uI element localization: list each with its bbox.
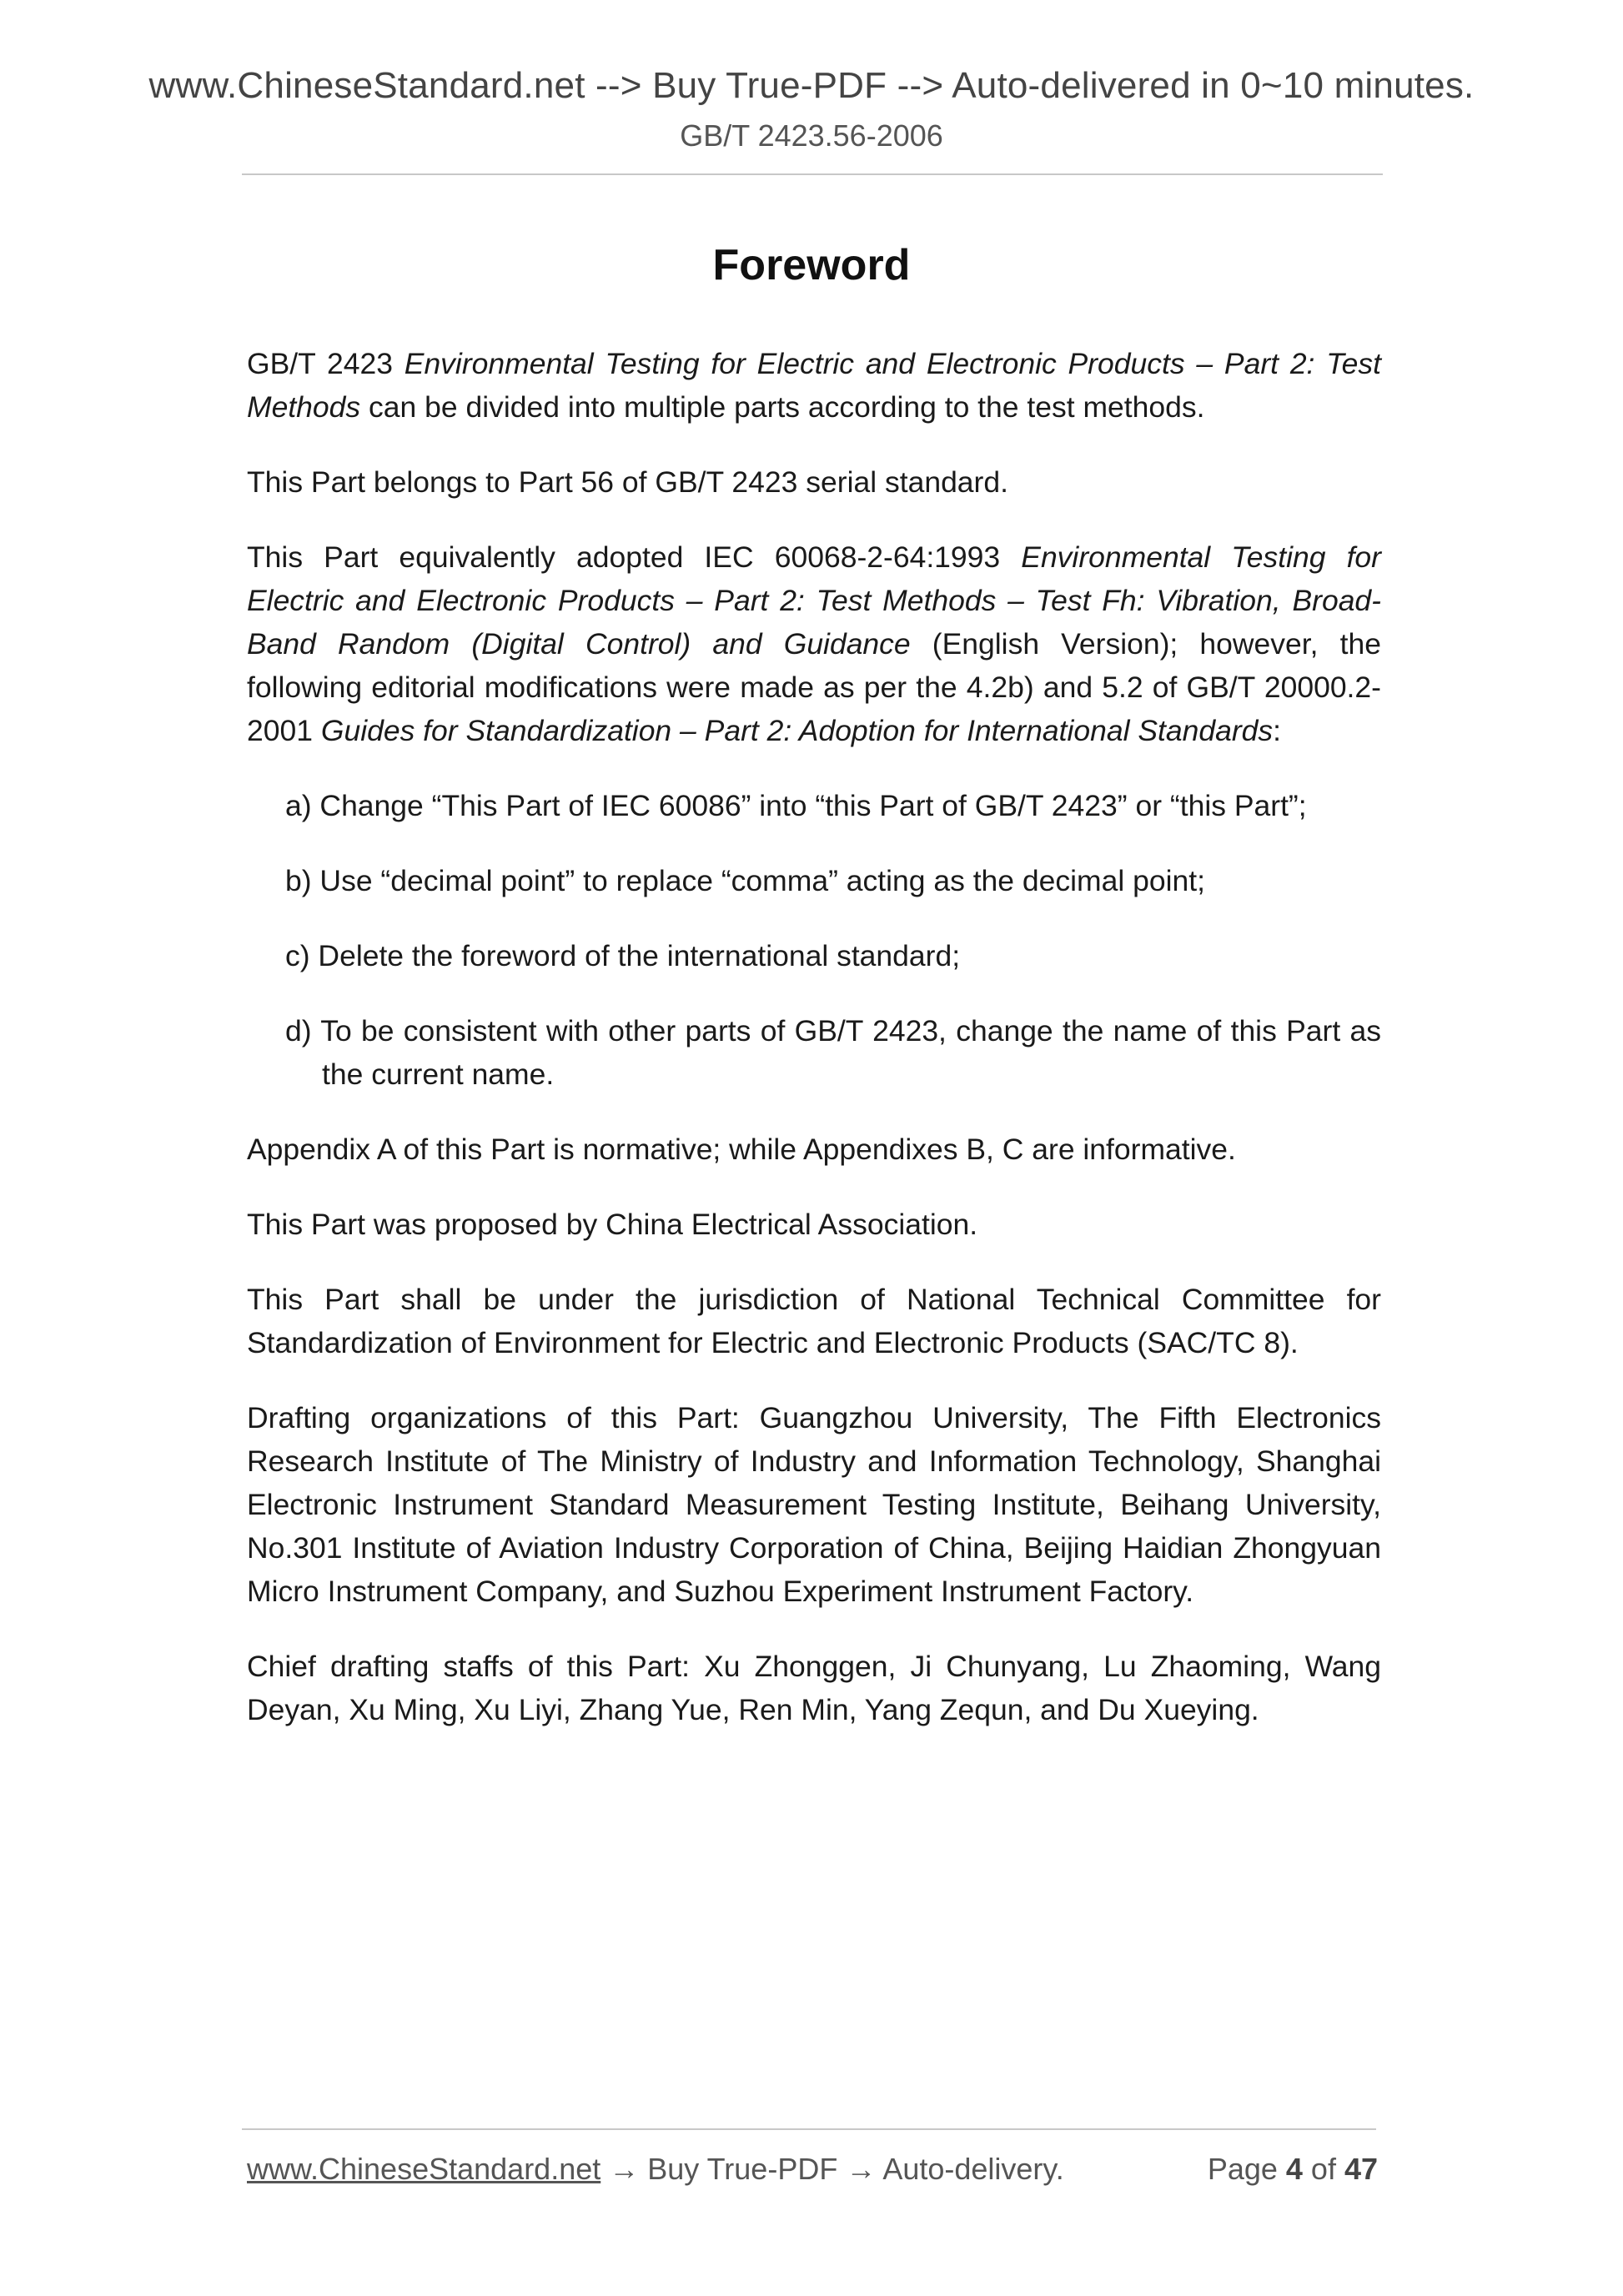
- page-title: Foreword: [712, 241, 911, 289]
- foreword-body: [247, 342, 1381, 1763]
- list-item-d: d) To be consistent with other parts of GB/T 2423, change the name of this Part as the current name.: [285, 1014, 1381, 1091]
- standard-title: Environmental Testing for Electric and Electronic Products – Part 2: Test Methods – Test Fh: Vibration, Broad-Band Random (Digital Control) and Guidance: [247, 540, 1381, 661]
- list-item-b: b) Use “decimal point” to replace “comma” acting as the decimal point;: [285, 864, 1205, 897]
- text-run: (English Version); however, the following editorial modifications were made as per the 4.2b) and 5.2 of GB/T 20000.2-2001: [247, 627, 1381, 747]
- text-run: This Part equivalently adopted IEC 60068-2-64:1993: [247, 540, 1022, 574]
- page-label: Page: [1207, 2152, 1286, 2186]
- current-page: 4: [1285, 2152, 1303, 2186]
- paragraph-proposed: This Part was proposed by China Electrical Association.: [247, 1208, 978, 1241]
- standard-title: Guides for Standardization – Part 2: Adoption for International Standards: [320, 714, 1274, 747]
- header-divider: [242, 173, 1383, 175]
- paragraph-appendix: Appendix A of this Part is normative; while Appendixes B, C are informative.: [247, 1133, 1236, 1166]
- document-id: GB/T 2423.56-2006: [680, 118, 943, 153]
- text-run: GB/T 2423: [247, 347, 404, 380]
- paragraph-drafting-orgs: Drafting organizations of this Part: Guangzhou University, The Fifth Electronics Research Institute of The Ministry of Industry and Information Technology, Shanghai Electronic Instrument Standard Measurement Testing Institute, Beihang University, No.301 Institute of Aviation Industry Corporation of China, Beijing Haidian Zhongyuan Micro Instrument Company, and Suzhou Experiment Instrument Factory.: [247, 1401, 1381, 1608]
- list-item-a: a) Change “This Part of IEC 60086” into “this Part of GB/T 2423” or “this Part”;: [285, 789, 1307, 822]
- text-run: can be divided into multiple parts according to the test methods.: [360, 390, 1205, 424]
- paragraph-drafting-staff: Chief drafting staffs of this Part: Xu Zhonggen, Ji Chunyang, Lu Zhaoming, Wang Deyan, Xu Ming, Xu Liyi, Zhang Yue, Ren Min, Yang Zequn, and Du Xueying.: [247, 1650, 1381, 1726]
- paragraph-part: This Part belongs to Part 56 of GB/T 2423 serial standard.: [247, 465, 1008, 499]
- paragraph-adoption: [247, 535, 1381, 752]
- list-item-c: c) Delete the foreword of the international standard;: [285, 939, 961, 972]
- text-run: :: [1273, 714, 1282, 747]
- footer-tail: → Buy True-PDF → Auto-delivery.: [600, 2152, 1064, 2186]
- paragraph-scope: [247, 342, 1381, 429]
- of-label: of: [1302, 2152, 1344, 2186]
- footer-left: [247, 2152, 1064, 2187]
- paragraph-jurisdiction: This Part shall be under the jurisdiction of National Technical Committee for Standardization of Environment for Electric and Electronic Products (SAC/TC 8).: [247, 1283, 1381, 1359]
- header-banner: www.ChineseStandard.net --> Buy True-PDF --> Auto-delivered in 0~10 minutes.: [148, 65, 1475, 106]
- footer-divider: [242, 2128, 1376, 2130]
- standard-title: Environmental Testing for Electric and Electronic Products – Part 2: Test Methods: [247, 347, 1381, 424]
- total-pages: 47: [1344, 2152, 1378, 2186]
- page-number: [1208, 2152, 1378, 2187]
- footer-link[interactable]: www.ChineseStandard.net: [247, 2152, 601, 2186]
